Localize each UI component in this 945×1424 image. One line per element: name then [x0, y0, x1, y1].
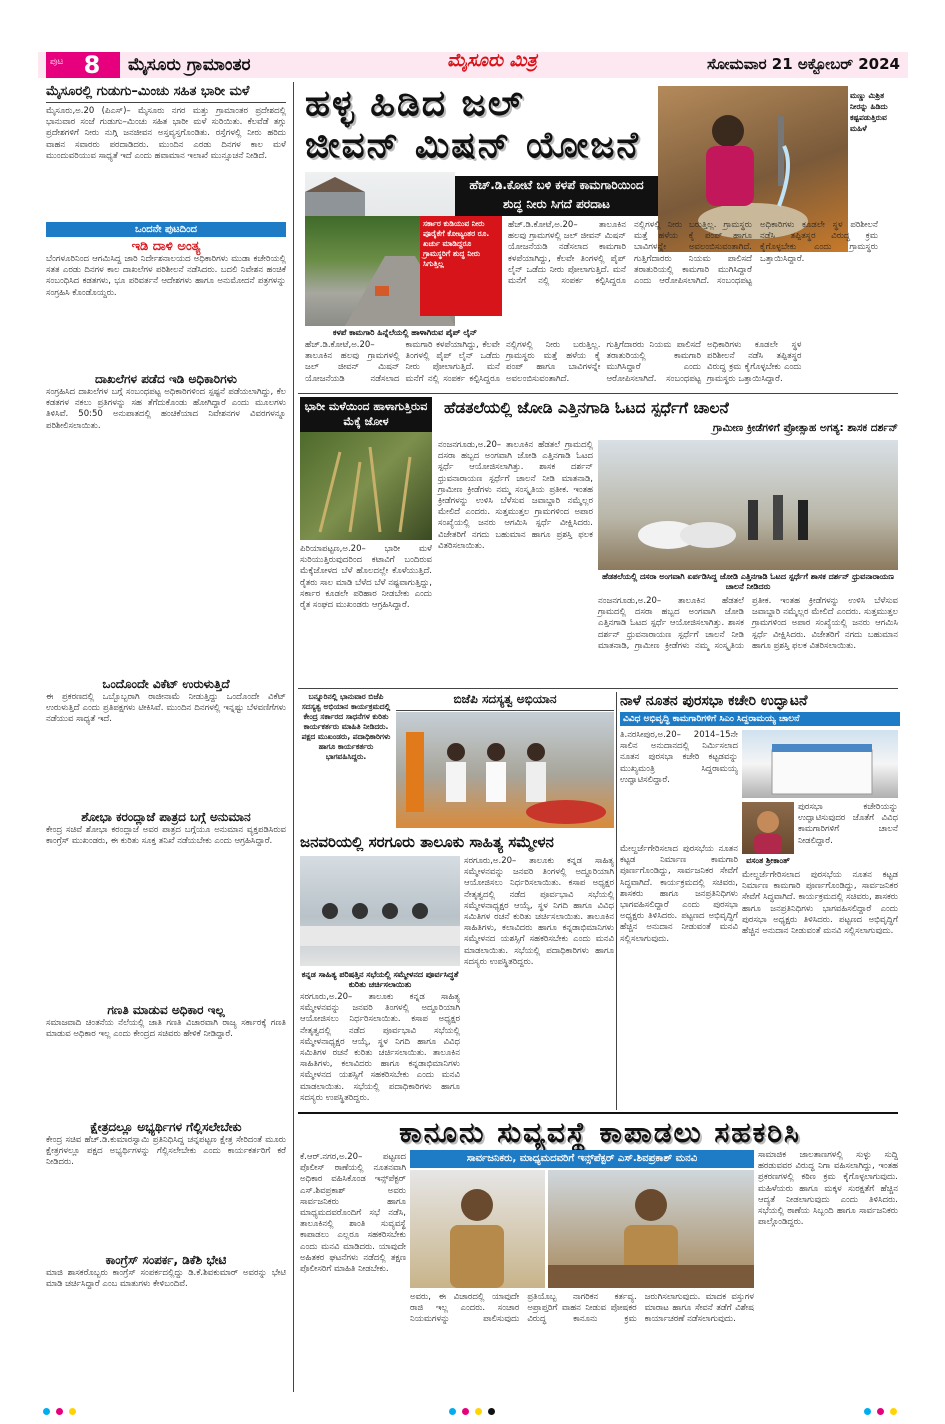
issue-date: ಸೋಮವಾರ 21 ಅಕ್ಟೋಬರ್ 2024: [706, 55, 900, 73]
article-kshetra: ಕೇಂದ್ರ ಸಚಿವ ಹೆಚ್.ಡಿ.ಕುಮಾರಸ್ವಾಮಿ ಪ್ರತಿನಿಧಿಸಿದ್ದ ಚನ್ನಪಟ್ಟಣ ಕ್ಷೇತ್ರ ಸೇರಿದಂತೆ ಮೂರು ಕ್ಷೇತ್ರಗಳಲ್ಲೂ ಪಕ್ಷದ ಅಭ್ಯರ್ಥಿಗಳನ್ನು ಗೆಲ್ಲಿಸಲೇಬೇಕು ಎಂದು ಕಾರ್ಯಕರ್ತರಿಗೆ ಕರೆ ನೀಡಿದರು.: [46, 1135, 286, 1168]
subhead-week: ಒಂದೊಂದೇ ವಿಕೆಟ್ ಉರುಳುತ್ತಿದೆ: [102, 677, 230, 691]
article-docs: ಸಂಗ್ರಹಿಸಿದ ದಾಖಲೆಗಳ ಬಗ್ಗೆ ಸಂಬಂಧಪಟ್ಟ ಅಧಿಕಾರಿಗಳಿಂದ ಸ್ಪಷ್ಟನೆ ಪಡೆಯಲಾಗಿದ್ದು, ಕೆಲ ಕಡತಗಳ ನಕಲು ಪ್ರತಿಗಳನ್ನು ಸಹ ತೆಗೆದುಕೊಂಡು ಹೋಗಿದ್ದಾರೆ ಎಂದು ಮೂಲಗಳು ತಿಳಿಸಿವೆ. 50:50 ಅನುಪಾತದಲ್ಲಿ ಹಂಚಿಕೆಯಾದ ನಿವೇಶನಗಳ ವಿವರಗಳನ್ನೂ ಪರಿಶೀಲಿಸಲಾಯಿತು.: [46, 387, 286, 431]
jal-subhead: [455, 176, 658, 216]
headline-jal-2: ಜೀವನ್ ಮಿಷನ್ ಯೋಜನೆ: [305, 125, 640, 166]
cart-race-caption: ಹೆಡತಲೆಯಲ್ಲಿ ದಸರಾ ಅಂಗವಾಗಿ ಏರ್ಪಡಿಸಿದ್ದ ಜೋಡಿ ಎತ್ತಿನಗಾಡಿ ಓಟದ ಸ್ಪರ್ಧೆಗೆ ಶಾಸಕ ದರ್ಶನ್ ಧ್ರುವನಾರಾಯಣ ಚಾಲನೆ ನೀಡಿದರು: [602, 572, 894, 591]
side-photo-caption: ಮಣ್ಣು ಮಿಶ್ರಿತ ನೀರನ್ನು ಹಿಡಿದು ಕಷ್ಟಪಡುತ್ತಿರುವ ಮಹಿಳೆ: [850, 91, 888, 133]
registration-marks-right: [800, 1400, 900, 1419]
sahitya-photo: [300, 856, 460, 966]
article-law-left: ಕೆ.ಆರ್.ನಗರ,ಅ.20– ಪಟ್ಟಣದ ಪೊಲೀಸ್ ಠಾಣೆಯಲ್ಲಿ ನೂತನವಾಗಿ ಅಧಿಕಾರ ವಹಿಸಿಕೊಂಡ ಇನ್ಸ್‌ಪೆಕ್ಟರ್ ಎಸ್.ಶಿವಪ್ರಕಾಶ್ ಅವರು ಸಾರ್ವಜನಿಕರು ಹಾಗೂ ಮಾಧ್ಯಮದವರೊಂದಿಗೆ ಸಭೆ ನಡೆಸಿ, ತಾಲೂಕಿನಲ್ಲಿ ಶಾಂತಿ ಸುವ್ಯವಸ್ಥೆ ಕಾಪಾಡಲು ಎಲ್ಲರೂ ಸಹಕರಿಸಬೇಕು ಎಂದು ಮನವಿ ಮಾಡಿದರು. ಯಾವುದೇ ಅಹಿತಕರ ಘಟನೆಗಳು ನಡೆದಲ್ಲಿ ತಕ್ಷಣ ಪೊಲೀಸರಿಗೆ ಮಾಹಿತಿ ನೀಡಬೇಕು.: [300, 1152, 406, 1275]
page-number: 8: [83, 51, 101, 79]
corn-photo: [300, 432, 432, 540]
registration-marks-left: [40, 1400, 140, 1419]
section-title: ಮೈಸೂರು ಗ್ರಾಮಾಂತರ: [128, 55, 251, 75]
cyan-dot: [864, 1408, 871, 1415]
corn-illustration: [300, 432, 432, 540]
article-shobha: ಕೇಂದ್ರ ಸಚಿವೆ ಶೋಭಾ ಕರಂದ್ಲಾಜೆ ಅವರ ಪಾತ್ರದ ಬಗ್ಗೆಯೂ ಅನುಮಾನ ವ್ಯಕ್ತಪಡಿಸಿರುವ ಕಾಂಗ್ರೆಸ್ ಮುಖಂಡರು, ಈ ಕುರಿತು ಸೂಕ್ತ ತನಿಖೆ ನಡೆಯಬೇಕು ಎಂದು ಆಗ್ರಹಿಸಿದ್ದಾರೆ.: [46, 825, 286, 847]
headline-idi: ಇಡಿ ದಾಳಿ ಅಂತ್ಯ: [131, 239, 201, 254]
article-law-right: ಸಾಮಾಜಿಕ ಜಾಲತಾಣಗಳಲ್ಲಿ ಸುಳ್ಳು ಸುದ್ದಿ ಹರಡುವವರ ವಿರುದ್ಧ ನಿಗಾ ವಹಿಸಲಾಗಿದ್ದು, ಇಂತಹ ಪ್ರಕರಣಗಳಲ್ಲಿ ಕಠಿಣ ಕ್ರಮ ಕೈಗೊಳ್ಳಲಾಗುವುದು. ಮಹಿಳೆಯರು ಹಾಗೂ ಮಕ್ಕಳ ಸುರಕ್ಷತೆಗೆ ಹೆಚ್ಚಿನ ಆದ್ಯತೆ ನೀಡಲಾಗುವುದು ಎಂದು ತಿಳಿಸಿದರು. ಸಭೆಯಲ್ಲಿ ಠಾಣೆಯ ಸಿಬ್ಬಂದಿ ಹಾಗೂ ಸಾರ್ವಜನಿಕರು ಪಾಲ್ಗೊಂಡಿದ್ದರು.: [758, 1150, 898, 1228]
subhead-ganathi: ಗಣತಿ ಮಾಡುವ ಅಧಿಕಾರ ಇಲ್ಲ: [107, 1003, 225, 1017]
pipeline-photo-caption: ಕಳಪೆ ಕಾಮಗಾರಿ ಹಿನ್ನೆಲೆಯಲ್ಲಿ ಹಾಳಾಗಿರುವ ಪೈಪ್ ಲೈನ್: [332, 328, 478, 337]
subhead-shobha: ಶೋಭಾ ಕರಂದ್ಲಾಜೆ ಪಾತ್ರದ ಬಗ್ಗೆ ಅನುಮಾನ: [81, 810, 251, 824]
section-rule-3: [298, 1112, 898, 1114]
page-label: ಪುಟ: [50, 57, 64, 67]
municipal-headline: ನಾಳೆ ನೂತನ ಪುರಸಭಾ ಕಚೇರಿ ಉದ್ಘಾಟನೆ: [620, 693, 808, 709]
article-law-mid: ಅವರು, ಈ ವಿಚಾರದಲ್ಲಿ ಯಾವುದೇ ರಾಜಿ ಇಲ್ಲ ಎಂದರು. ಸಂಚಾರ ನಿಯಮಗಳನ್ನು ಪಾಲಿಸುವುದು ಪ್ರತಿಯೊಬ್ಬ ನಾಗರಿಕನ ಕರ್ತವ್ಯ. ಅಪ್ರಾಪ್ತರಿಗೆ ವಾಹನ ನೀಡುವ ಪೋಷಕರ ವಿರುದ್ಧ ಕಾನೂನು ಕ್ರಮ ಜರುಗಿಸಲಾಗುವುದು. ಮಾದಕ ವಸ್ತುಗಳ ಮಾರಾಟ ಹಾಗೂ ಸೇವನೆ ತಡೆಗೆ ವಿಶೇಷ ಕಾರ್ಯಾಚರಣೆ ನಡೆಸಲಾಗುವುದು.: [410, 1292, 754, 1325]
cart-race-illustration: [598, 440, 898, 570]
registration-marks: [422, 1400, 522, 1419]
yellow-dot: [475, 1408, 482, 1415]
magenta-dot: [877, 1408, 884, 1415]
magenta-dot: [56, 1408, 63, 1415]
black-dot: [488, 1408, 495, 1415]
bjp-photo: [396, 712, 614, 828]
municipal-subhead: ವಿವಿಧ ಅಭಿವೃದ್ಧಿ ಕಾಮಗಾರಿಗಳಿಗೆ ಸಿಎಂ ಸಿದ್ದರಾಮಯ್ಯ ಚಾಲನೆ: [620, 712, 900, 726]
inspector-illustration-2: [548, 1170, 754, 1288]
article-jal-lead: ಹೆಚ್.ಡಿ.ಕೋಟೆ,ಅ.20– ತಾಲೂಕಿನ ಹಲವು ಗ್ರಾಮಗಳಲ್ಲಿ ಜಲ್ ಜೀವನ್ ಮಿಷನ್ ಯೋಜನೆಯಡಿ ನಡೆಸಲಾದ ಕಾಮಗಾರಿ ಕಳಪೆಯಾಗಿದ್ದು, ಕೆಲವೇ ತಿಂಗಳಲ್ಲಿ ಪೈಪ್ ಲೈನ್ ಒಡೆದು ನೀರು ಪೋಲಾಗುತ್ತಿದೆ. ಮನೆ ಮನೆಗೆ ನಲ್ಲಿ ಸಂಪರ್ಕ ಕಲ್ಪಿಸಿದ್ದರೂ ನಲ್ಲಿಗಳಲ್ಲಿ ನೀರು ಬರುತ್ತಿಲ್ಲ. ಗ್ರಾಮಸ್ಥರು ಮತ್ತೆ ಹಳೆಯ ಕೈ ಪಂಪ್ ಹಾಗೂ ಬಾವಿಗಳನ್ನೇ ಅವಲಂಬಿಸುವಂತಾಗಿದೆ. ಗುತ್ತಿಗೆದಾರರು ನಿಯಮ ಪಾಲಿಸದೆ ತರಾತುರಿಯಲ್ಲಿ ಕಾಮಗಾರಿ ಮುಗಿಸಿದ್ದಾರೆ ಎಂದು ಆರೋಪಿಸಲಾಗಿದೆ. ಸಂಬಂಧಪಟ್ಟ ಅಧಿಕಾರಿಗಳು ಕೂಡಲೇ ಸ್ಥಳ ಪರಿಶೀಲನೆ ನಡೆಸಿ ತಪ್ಪಿತಸ್ಥರ ವಿರುದ್ಧ ಕ್ರಮ ಕೈಗೊಳ್ಳಬೇಕು ಎಂದು ಗ್ರಾಮಸ್ಥರು ಒತ್ತಾಯಿಸಿದ್ದಾರೆ.: [305, 340, 802, 384]
yellow-dot: [69, 1408, 76, 1415]
masthead: ಮೈಸೂರು ಮಿತ್ರ: [447, 50, 537, 71]
jal-subhead-line2: ಶುದ್ಧ ನೀರು ಸಿಗದೆ ಪರದಾಟ: [503, 197, 610, 211]
article-rain-damage: ಪಿರಿಯಾಪಟ್ಟಣ,ಅ.20– ಭಾರೀ ಮಳೆ ಸುರಿಯುತ್ತಿರುವುದರಿಂದ ಕಟಾವಿಗೆ ಬಂದಿರುವ ಮೆಕ್ಕೆಜೋಳದ ಬೆಳೆ ಹೊಲದಲ್ಲೇ ಕೊಳೆಯುತ್ತಿದೆ. ರೈತರು ಸಾಲ ಮಾಡಿ ಬೆಳೆದ ಬೆಳೆ ನಷ್ಟವಾಗುತ್ತಿದ್ದು, ಸರ್ಕಾರ ಕೂಡಲೇ ಪರಿಹಾರ ನೀಡಬೇಕು ಎಂದು ರೈತ ಸಂಘದ ಮುಖಂಡರು ಆಗ್ರಹಿಸಿದ್ದಾರೆ.: [300, 544, 432, 611]
article-municipal-top: ತಿ.ನರಸೀಪುರ,ಅ.20– 2014–15ನೇ ಸಾಲಿನ ಅನುದಾನದಲ್ಲಿ ನಿರ್ಮಿಸಲಾದ ನೂತನ ಪುರಸಭಾ ಕಚೇರಿ ಕಟ್ಟಡವನ್ನು ಮುಖ್ಯಮಂತ್ರಿ ಸಿದ್ದರಾಮಯ್ಯ ಉದ್ಘಾಟಿಸಲಿದ್ದಾರೆ.: [620, 730, 738, 785]
portrait-photo: [742, 802, 794, 854]
pullquote-box: ಸರ್ಕಾರ ಕುಡಿಯುವ ನೀರು ಪೂರೈಕೆಗೆ ಕೋಟ್ಯಂತರ ರೂ. ಖರ್ಚು ಮಾಡಿದ್ದರೂ ಗ್ರಾಮಸ್ಥರಿಗೆ ಶುದ್ಧ ನೀರು ಸಿಗುತ್ತಿಲ್ಲ: [420, 216, 502, 316]
bjp-headline: ಬಿಜೆಪಿ ಸದಸ್ಯತ್ವ ಅಭಿಯಾನ: [396, 692, 614, 711]
cyan-dot: [449, 1408, 456, 1415]
article-cart-race: ನಂಜನಗೂಡು,ಅ.20– ತಾಲೂಕಿನ ಹೆಡತಲೆ ಗ್ರಾಮದಲ್ಲಿ ದಸರಾ ಹಬ್ಬದ ಅಂಗವಾಗಿ ಜೋಡಿ ಎತ್ತಿನಗಾಡಿ ಓಟದ ಸ್ಪರ್ಧೆ ಆಯೋಜಿಸಲಾಗಿತ್ತು. ಶಾಸಕ ದರ್ಶನ್ ಧ್ರುವನಾರಾಯಣ ಸ್ಪರ್ಧೆಗೆ ಚಾಲನೆ ನೀಡಿ ಮಾತನಾಡಿ, ಗ್ರಾಮೀಣ ಕ್ರೀಡೆಗಳು ನಮ್ಮ ಸಂಸ್ಕೃತಿಯ ಪ್ರತೀಕ. ಇಂತಹ ಕ್ರೀಡೆಗಳನ್ನು ಉಳಿಸಿ ಬೆಳೆಸುವ ಜವಾಬ್ದಾರಿ ನಮ್ಮೆಲ್ಲರ ಮೇಲಿದೆ ಎಂದರು. ಸುತ್ತಮುತ್ತಲ ಗ್ರಾಮಗಳಿಂದ ಅಪಾರ ಸಂಖ್ಯೆಯಲ್ಲಿ ಜನರು ಆಗಮಿಸಿ ಸ್ಪರ್ಧೆ ವೀಕ್ಷಿಸಿದರು. ವಿಜೇತರಿಗೆ ನಗದು ಬಹುಮಾನ ಹಾಗೂ ಪ್ರಶಸ್ತಿ ಫಲಕ ವಿತರಿಸಲಾಯಿತು.: [438, 440, 593, 551]
column-divider: [293, 82, 294, 1392]
subhead-docs: ದಾಖಲೆಗಳ ಪಡೆದ ಇಡಿ ಅಧಿಕಾರಿಗಳು: [95, 372, 237, 386]
sahitya-caption: ಕನ್ನಡ ಸಾಹಿತ್ಯ ಪರಿಷತ್ತಿನ ಸಭೆಯಲ್ಲಿ ಸಮ್ಮೇಳನದ ಪೂರ್ವಸಿದ್ಧತೆ ಕುರಿತು ಚರ್ಚಿಸಲಾಯಿತು: [301, 970, 459, 989]
cart-race-photo: [598, 440, 898, 570]
headline-rain: ಮೈಸೂರಲ್ಲಿ ಗುಡುಗು–ಮಿಂಚು ಸಹಿತ ಭಾರೀ ಮಳೆ: [46, 82, 286, 103]
article-ganathi: ಸಮಾಜವಾದಿ ಚಿಂತನೆಯ ನೆಲೆಯಲ್ಲಿ ಜಾತಿ ಗಣತಿ ವಿಚಾರವಾಗಿ ರಾಜ್ಯ ಸರ್ಕಾರಕ್ಕೆ ಗಣತಿ ಮಾಡುವ ಅಧಿಕಾರ ಇಲ್ಲ ಎಂದು ಕೇಂದ್ರದ ಸಚಿವರು ಹೇಳಿಕೆ ನೀಡಿದ್ದಾರೆ.: [46, 1018, 286, 1040]
inspector-illustration-1: [410, 1170, 545, 1288]
portrait-caption: ವಸಂತ ಶ್ರೀಕಾಂತ್: [746, 856, 790, 865]
article-week: ಈ ಪ್ರಕರಣದಲ್ಲಿ ಒಬ್ಬೊಬ್ಬರಾಗಿ ರಾಜೀನಾಮೆ ನೀಡುತ್ತಿದ್ದು ಒಂದೊಂದೇ ವಿಕೆಟ್ ಉರುಳುತ್ತಿದೆ ಎಂದು ಪ್ರತಿಪಕ್ಷಗಳು ಟೀಕಿಸಿವೆ. ಮುಂದಿನ ದಿನಗಳಲ್ಲಿ ಇನ್ನಷ್ಟು ಬೆಳವಣಿಗೆಗಳು ನಡೆಯುವ ಸಾಧ್ಯತೆ ಇದೆ.: [46, 692, 286, 725]
law-subhead: ಸಾರ್ವಜನಿಕರು, ಮಾಧ್ಯಮದವರಿಗೆ ಇನ್ಸ್‌ಪೆಕ್ಟರ್ ಎಸ್.ಶಿವಪ್ರಕಾಶ್ ಮನವಿ: [410, 1150, 754, 1168]
article-municipal-side: ಪುರಸಭಾ ಕಚೇರಿಯನ್ನು ಉದ್ಘಾಟಿಸುವುದರ ಜೊತೆಗೆ ವಿವಿಧ ಕಾಮಗಾರಿಗಳಿಗೆ ಚಾಲನೆ ನೀಡಲಿದ್ದಾರೆ.: [798, 802, 898, 846]
headline-jal-1: ಹಳ್ಳ ಹಿಡಿದ ಜಲ್: [305, 83, 525, 124]
article-cart-race-cont: ನಂಜನಗೂಡು,ಅ.20– ತಾಲೂಕಿನ ಹೆಡತಲೆ ಗ್ರಾಮದಲ್ಲಿ ದಸರಾ ಹಬ್ಬದ ಅಂಗವಾಗಿ ಜೋಡಿ ಎತ್ತಿನಗಾಡಿ ಓಟದ ಸ್ಪರ್ಧೆ ಆಯೋಜಿಸಲಾಗಿತ್ತು. ಶಾಸಕ ದರ್ಶನ್ ಧ್ರುವನಾರಾಯಣ ಸ್ಪರ್ಧೆಗೆ ಚಾಲನೆ ನೀಡಿ ಮಾತನಾಡಿ, ಗ್ರಾಮೀಣ ಕ್ರೀಡೆಗಳು ನಮ್ಮ ಸಂಸ್ಕೃತಿಯ ಪ್ರತೀಕ. ಇಂತಹ ಕ್ರೀಡೆಗಳನ್ನು ಉಳಿಸಿ ಬೆಳೆಸುವ ಜವಾಬ್ದಾರಿ ನಮ್ಮೆಲ್ಲರ ಮೇಲಿದೆ ಎಂದರು. ಸುತ್ತಮುತ್ತಲ ಗ್ರಾಮಗಳಿಂದ ಅಪಾರ ಸಂಖ್ಯೆಯಲ್ಲಿ ಜನರು ಆಗಮಿಸಿ ಸ್ಪರ್ಧೆ ವೀಕ್ಷಿಸಿದರು. ವಿಜೇತರಿಗೆ ನಗದು ಬಹುಮಾನ ಹಾಗೂ ಪ್ರಶಸ್ತಿ ಫಲಕ ವಿತರಿಸಲಾಯಿತು.: [598, 596, 898, 651]
sahitya-headline: ಜನವರಿಯಲ್ಲಿ ಸರಗೂರು ತಾಲೂಕು ಸಾಹಿತ್ಯ ಸಮ್ಮೇಳನ: [300, 833, 554, 851]
cart-race-headline: ಹೆಡತಲೆಯಲ್ಲಿ ಜೋಡಿ ಎತ್ತಿನಗಾಡಿ ಓಟದ ಸ್ಪರ್ಧೆಗೆ ಚಾಲನೆ: [444, 399, 729, 417]
cyan-dot: [43, 1408, 50, 1415]
article-municipal-body-cont: ಮೇಲ್ದರ್ಜೆಗೇರಿಸಲಾದ ಪುರಸಭೆಯ ನೂತನ ಕಟ್ಟಡ ನಿರ್ಮಾಣ ಕಾಮಗಾರಿ ಪೂರ್ಣಗೊಂಡಿದ್ದು, ಸಾರ್ವಜನಿಕರ ಸೇವೆಗೆ ಸಿದ್ಧವಾಗಿದೆ. ಕಾರ್ಯಕ್ರಮದಲ್ಲಿ ಸಚಿವರು, ಶಾಸಕರು ಹಾಗೂ ಜನಪ್ರತಿನಿಧಿಗಳು ಭಾಗವಹಿಸಲಿದ್ದಾರೆ ಎಂದು ಪುರಸಭಾ ಅಧ್ಯಕ್ಷರು ತಿಳಿಸಿದರು. ಪಟ್ಟಣದ ಅಭಿವೃದ್ಧಿಗೆ ಹೆಚ್ಚಿನ ಅನುದಾನ ನೀಡುವಂತೆ ಮನವಿ ಸಲ್ಲಿಸಲಾಗುವುದು.: [742, 870, 898, 937]
municipal-divider: [616, 692, 617, 1110]
building-illustration: [742, 730, 898, 798]
law-headline: ಕಾನೂನು ಸುವ್ಯವಸ್ಥೆ ಕಾಪಾಡಲು ಸಹಕರಿಸಿ: [399, 1116, 801, 1149]
section-rule: [298, 393, 898, 394]
magenta-dot: [462, 1408, 469, 1415]
continued-label: ಒಂದನೇ ಪುಟದಿಂದ: [46, 222, 286, 237]
article-idi: ಬೆಂಗಳೂರಿನಿಂದ ಆಗಮಿಸಿದ್ದ ಜಾರಿ ನಿರ್ದೇಶನಾಲಯದ ಅಧಿಕಾರಿಗಳು ಮುಡಾ ಕಚೇರಿಯಲ್ಲಿ ಸತತ ಎರಡು ದಿನಗಳ ಕಾಲ ದಾಖಲೆಗಳ ಪರಿಶೀಲನೆ ನಡೆಸಿದರು. ಬದಲಿ ನಿವೇಶನ ಹಂಚಿಕೆ ಸಂಬಂಧಿಸಿದ ಕಡತಗಳು, ಭೂ ಪರಿವರ್ತನೆ ಆದೇಶಗಳು ಹಾಗೂ ಅನುಮೋದನೆ ಪತ್ರಗಳನ್ನು ಸಂಗ್ರಹಿಸಿ ಕೊಂಡೊಯ್ದರು.: [46, 254, 286, 298]
inspector-photo-2: [548, 1170, 754, 1288]
subhead-kshetra: ಕ್ಷೇತ್ರದಲ್ಲೂ ಅಭ್ಯರ್ಥಿಗಳ ಗೆಲ್ಲಿಸಲೇಬೇಕು: [90, 1120, 242, 1134]
bjp-illustration: [396, 712, 614, 828]
inspector-photo-1: [410, 1170, 545, 1288]
article-congress: ಮಾಜಿ ಶಾಸಕರೊಬ್ಬರು ಕಾಂಗ್ರೆಸ್ ಸಂಪರ್ಕದಲ್ಲಿದ್ದು ಡಿ.ಕೆ.ಶಿವಕುಮಾರ್ ಅವರನ್ನು ಭೇಟಿ ಮಾಡಿ ಚರ್ಚಿಸಿದ್ದಾರೆ ಎಂಬ ಮಾತುಗಳು ಕೇಳಿಬಂದಿವೆ.: [46, 1268, 286, 1290]
article-sahitya: ಸರಗೂರು,ಅ.20– ತಾಲೂಕು ಕನ್ನಡ ಸಾಹಿತ್ಯ ಸಮ್ಮೇಳನವನ್ನು ಜನವರಿ ತಿಂಗಳಲ್ಲಿ ಅದ್ದೂರಿಯಾಗಿ ಆಯೋಜಿಸಲು ನಿರ್ಧರಿಸಲಾಯಿತು. ಕಸಾಪ ಅಧ್ಯಕ್ಷರ ನೇತೃತ್ವದಲ್ಲಿ ನಡೆದ ಪೂರ್ವಭಾವಿ ಸಭೆಯಲ್ಲಿ ಸಮ್ಮೇಳನಾಧ್ಯಕ್ಷರ ಆಯ್ಕೆ, ಸ್ಥಳ ನಿಗದಿ ಹಾಗೂ ವಿವಿಧ ಸಮಿತಿಗಳ ರಚನೆ ಕುರಿತು ಚರ್ಚಿಸಲಾಯಿತು. ತಾಲೂಕಿನ ಸಾಹಿತಿಗಳು, ಕಲಾವಿದರು ಹಾಗೂ ಕನ್ನಡಾಭಿಮಾನಿಗಳು ಸಮ್ಮೇಳನದ ಯಶಸ್ಸಿಗೆ ಸಹಕರಿಸಬೇಕು ಎಂದು ಮನವಿ ಮಾಡಲಾಯಿತು. ಸಭೆಯಲ್ಲಿ ಪದಾಧಿಕಾರಿಗಳು ಹಾಗೂ ಸದಸ್ಯರು ಉಪಸ್ಥಿತರಿದ್ದರು.: [464, 856, 614, 967]
bjp-side-caption: ಬನ್ನೂರಿನಲ್ಲಿ ಭಾನುವಾರ ಬಿಜೆಪಿ ಸದಸ್ಯತ್ವ ಅಭಿಯಾನ ಕಾರ್ಯಕ್ರಮದಲ್ಲಿ ಕೇಂದ್ರ ಸರ್ಕಾರದ ಸಾಧನೆಗಳ ಕುರಿತು ಕಾರ್ಯಕರ್ತರು ಮಾಹಿತಿ ನೀಡಿದರು. ಪಕ್ಷದ ಮುಖಂಡರು, ಪದಾಧಿಕಾರಿಗಳು ಹಾಗೂ ಕಾರ್ಯಕರ್ತರು ಭಾಗವಹಿಸಿದ್ದರು.: [301, 692, 391, 761]
cart-race-subhead: ಗ್ರಾಮೀಣ ಕ್ರೀಡೆಗಳಿಗೆ ಪ್ರೋತ್ಸಾಹ ಅಗತ್ಯ: ಶಾಸಕ ದರ್ಶನ್: [712, 422, 898, 434]
article-rain: ಮೈಸೂರು,ಅ.20 (ಪಿಎಸ್)– ಮೈಸೂರು ನಗರ ಮತ್ತು ಗ್ರಾಮಾಂತರ ಪ್ರದೇಶದಲ್ಲಿ ಭಾನುವಾರ ಸಂಜೆ ಗುಡುಗು–ಮಿಂಚು ಸಹಿತ ಭಾರೀ ಮಳೆ ಸುರಿಯಿತು. ಕೆಲವೆಡೆ ತಗ್ಗು ಪ್ರದೇಶಗಳಿಗೆ ನೀರು ನುಗ್ಗಿ ಜನಜೀವನ ಅಸ್ತವ್ಯಸ್ತಗೊಂಡಿತು. ರಸ್ತೆಗಳಲ್ಲಿ ನೀರು ಹರಿದು ವಾಹನ ಸವಾರರು ಪರದಾಡಿದರು. ಮುಂದಿನ ಎರಡು ದಿನಗಳ ಕಾಲ ಮಳೆ ಮುಂದುವರಿಯುವ ಸಾಧ್ಯತೆ ಇದೆ ಎಂದು ಹವಾಮಾನ ಇಲಾಖೆ ಮುನ್ಸೂಚನೆ ನೀಡಿದೆ.: [46, 106, 286, 161]
sahitya-illustration: [300, 856, 460, 966]
yellow-dot: [890, 1408, 897, 1415]
page-number-badge: [46, 52, 120, 78]
subhead-congress: ಕಾಂಗ್ರೆಸ್ ಸಂಪರ್ಕ, ಡಿಕೆಶಿ ಭೇಟಿ: [105, 1253, 227, 1267]
rain-damage-headline: ಭಾರೀ ಮಳೆಯಿಂದ ಹಾಳಾಗುತ್ತಿರುವ ಮೆಕ್ಕೆ ಜೋಳ: [300, 397, 432, 433]
section-rule-2: [298, 688, 898, 689]
article-jal-body: ಹೆಚ್.ಡಿ.ಕೋಟೆ,ಅ.20– ತಾಲೂಕಿನ ಹಲವು ಗ್ರಾಮಗಳಲ್ಲಿ ಜಲ್ ಜೀವನ್ ಮಿಷನ್ ಯೋಜನೆಯಡಿ ನಡೆಸಲಾದ ಕಾಮಗಾರಿ ಕಳಪೆಯಾಗಿದ್ದು, ಕೆಲವೇ ತಿಂಗಳಲ್ಲಿ ಪೈಪ್ ಲೈನ್ ಒಡೆದು ನೀರು ಪೋಲಾಗುತ್ತಿದೆ. ಮನೆ ಮನೆಗೆ ನಲ್ಲಿ ಸಂಪರ್ಕ ಕಲ್ಪಿಸಿದ್ದರೂ ನಲ್ಲಿಗಳಲ್ಲಿ ನೀರು ಬರುತ್ತಿಲ್ಲ. ಗ್ರಾಮಸ್ಥರು ಮತ್ತೆ ಹಳೆಯ ಕೈ ಪಂಪ್ ಹಾಗೂ ಬಾವಿಗಳನ್ನೇ ಅವಲಂಬಿಸುವಂತಾಗಿದೆ. ಗುತ್ತಿಗೆದಾರರು ನಿಯಮ ಪಾಲಿಸದೆ ತರಾತುರಿಯಲ್ಲಿ ಕಾಮಗಾರಿ ಮುಗಿಸಿದ್ದಾರೆ ಎಂದು ಆರೋಪಿಸಲಾಗಿದೆ. ಸಂಬಂಧಪಟ್ಟ ಅಧಿಕಾರಿಗಳು ಕೂಡಲೇ ಸ್ಥಳ ಪರಿಶೀಲನೆ ನಡೆಸಿ ತಪ್ಪಿತಸ್ಥರ ವಿರುದ್ಧ ಕ್ರಮ ಕೈಗೊಳ್ಳಬೇಕು ಎಂದು ಗ್ರಾಮಸ್ಥರು ಒತ್ತಾಯಿಸಿದ್ದಾರೆ.: [508, 220, 878, 287]
portrait-illustration: [742, 802, 794, 854]
jal-subhead-line1: ಹೆಚ್.ಡಿ.ಕೋಟೆ ಬಳಿ ಕಳಪೆ ಕಾಮಗಾರಿಯಿಂದ: [469, 178, 644, 192]
article-sahitya-cont: ಸರಗೂರು,ಅ.20– ತಾಲೂಕು ಕನ್ನಡ ಸಾಹಿತ್ಯ ಸಮ್ಮೇಳನವನ್ನು ಜನವರಿ ತಿಂಗಳಲ್ಲಿ ಅದ್ದೂರಿಯಾಗಿ ಆಯೋಜಿಸಲು ನಿರ್ಧರಿಸಲಾಯಿತು. ಕಸಾಪ ಅಧ್ಯಕ್ಷರ ನೇತೃತ್ವದಲ್ಲಿ ನಡೆದ ಪೂರ್ವಭಾವಿ ಸಭೆಯಲ್ಲಿ ಸಮ್ಮೇಳನಾಧ್ಯಕ್ಷರ ಆಯ್ಕೆ, ಸ್ಥಳ ನಿಗದಿ ಹಾಗೂ ವಿವಿಧ ಸಮಿತಿಗಳ ರಚನೆ ಕುರಿತು ಚರ್ಚಿಸಲಾಯಿತು. ತಾಲೂಕಿನ ಸಾಹಿತಿಗಳು, ಕಲಾವಿದರು ಹಾಗೂ ಕನ್ನಡಾಭಿಮಾನಿಗಳು ಸಮ್ಮೇಳನದ ಯಶಸ್ಸಿಗೆ ಸಹಕರಿಸಬೇಕು ಎಂದು ಮನವಿ ಮಾಡಲಾಯಿತು. ಸಭೆಯಲ್ಲಿ ಪದಾಧಿಕಾರಿಗಳು ಹಾಗೂ ಸದಸ್ಯರು ಉಪಸ್ಥಿತರಿದ್ದರು.: [300, 992, 460, 1103]
article-municipal-body: ಮೇಲ್ದರ್ಜೆಗೇರಿಸಲಾದ ಪುರಸಭೆಯ ನೂತನ ಕಟ್ಟಡ ನಿರ್ಮಾಣ ಕಾಮಗಾರಿ ಪೂರ್ಣಗೊಂಡಿದ್ದು, ಸಾರ್ವಜನಿಕರ ಸೇವೆಗೆ ಸಿದ್ಧವಾಗಿದೆ. ಕಾರ್ಯಕ್ರಮದಲ್ಲಿ ಸಚಿವರು, ಶಾಸಕರು ಹಾಗೂ ಜನಪ್ರತಿನಿಧಿಗಳು ಭಾಗವಹಿಸಲಿದ್ದಾರೆ ಎಂದು ಪುರಸಭಾ ಅಧ್ಯಕ್ಷರು ತಿಳಿಸಿದರು. ಪಟ್ಟಣದ ಅಭಿವೃದ್ಧಿಗೆ ಹೆಚ್ಚಿನ ಅನುದಾನ ನೀಡುವಂತೆ ಮನವಿ ಸಲ್ಲಿಸಲಾಗುವುದು.: [620, 844, 738, 944]
left-column: [46, 82, 286, 1398]
municipal-building-photo: [742, 730, 898, 798]
